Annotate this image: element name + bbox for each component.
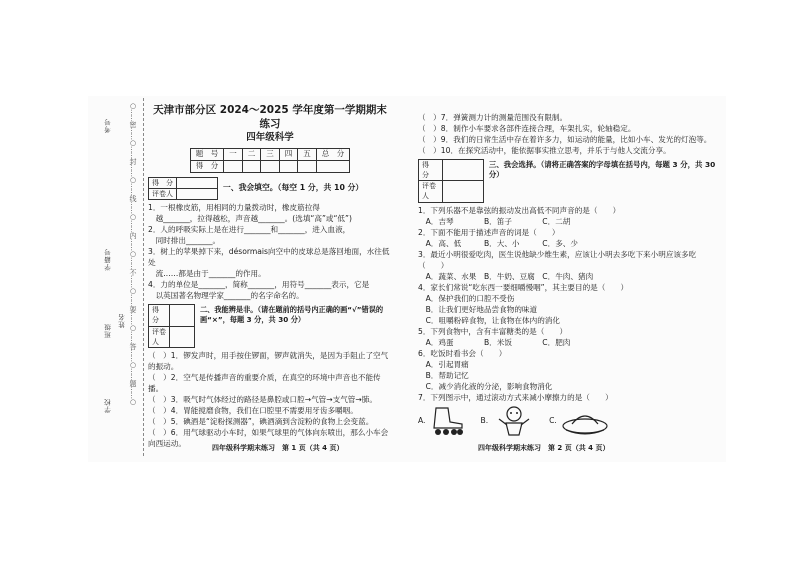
judge-item: （ ）4．胃能搅磨食物，我们在口腔里不需要用牙齿多嚼咽。 — [148, 405, 358, 415]
page-two — [418, 112, 718, 437]
judge-item: （ ）1．锣发声时，用手按住锣面，锣声就消失，是因为手阻止了空气的振动。 — [148, 350, 389, 371]
score-header-row — [190, 149, 350, 161]
section3-title: 三、我会选择。（请将正确答案的字母填在括号内，每题 3 分，共 30 分） — [488, 160, 716, 179]
section1-title: 一、我会填空。（每空 1 分，共 10 分） — [223, 183, 364, 193]
choice-line: 6．吃饭时看书会（ ） — [418, 348, 507, 358]
choice-line: A．高、低 B．大、小 C．多、少 — [418, 238, 578, 248]
choice-line: 1．下列乐器不是靠弦的振动发出高低不同声音的是（ ） — [418, 205, 621, 215]
grader-box — [418, 159, 484, 203]
q7-option-b[interactable] — [480, 405, 537, 437]
grader-label: 评卷人 — [149, 326, 170, 347]
score-header-cell: 五 — [298, 149, 317, 161]
judge-item: （ ）8．制作小车要求各部件连接合理，车架扎实，轮轴稳定。 — [418, 124, 636, 133]
choice-line: 5．下列食物中，含有丰富糖类的是（ ） — [418, 326, 568, 336]
choice-line: 4．家长们常说“吃东西一要细嚼慢咽”，其主要目的是（ ） — [418, 282, 629, 292]
score-header-cell: 三 — [261, 149, 280, 161]
choice-line: A．引起胃痛 — [418, 359, 469, 369]
score-table — [190, 148, 351, 173]
grader-label: 得 分 — [149, 305, 170, 326]
grader-score-cell[interactable] — [170, 305, 195, 326]
school-label: 学校 — [104, 398, 112, 413]
judge-item: （ ）3．吸气时气体经过的路径是鼻腔或口腔→气管→支气管→肺。 — [148, 394, 377, 404]
fill-line: 2．人的呼吸实际上是在进行_______和_______，进入血液， — [148, 225, 351, 235]
score-cell[interactable] — [279, 161, 298, 173]
fill-line: 同时排出_______。 — [148, 236, 221, 246]
student-number-label: 学籍号 — [104, 248, 112, 271]
fill-line: 流……都是由于_______的作用。 — [148, 269, 266, 279]
section1-header — [148, 177, 392, 200]
exam-subtitle: 四年级科学 — [246, 132, 294, 144]
judge-item: （ ）10．在探究活动中，能依据事实推立思考，并乐于与他人交流分享。 — [418, 146, 671, 155]
score-cell[interactable] — [224, 161, 243, 173]
choice-line: B．让我们更好地品尝食物的味道 — [418, 304, 538, 314]
score-row — [190, 161, 350, 173]
judge-item: （ ）7．弹簧测力计的测量范围没有限制。 — [418, 113, 568, 122]
fill-line: 4．力的单位是_______，简称_______，用符号_______表示，它是 — [148, 280, 370, 290]
binding-sidebar — [95, 98, 144, 456]
q7-option-c[interactable] — [549, 406, 610, 436]
cartoon-character-icon — [491, 405, 537, 437]
name-label: 姓名 — [118, 313, 126, 328]
score-row-label: 得 分 — [190, 161, 224, 173]
page2-footer: 四年级科学期末练习 第 2 页（共 4 页） — [478, 444, 610, 452]
grader-box — [148, 304, 195, 348]
option-letter: C. — [549, 416, 557, 426]
grader-label: 得 分 — [149, 178, 177, 189]
page-one — [148, 104, 392, 449]
grader-label: 评卷人 — [149, 189, 177, 200]
page1-footer: 四年级科学期末练习 第 1 页（共 4 页） — [212, 444, 344, 452]
choice-line: 7．下列图示中，通过滚动方式来减小摩擦力的是（ ） — [418, 392, 613, 402]
choice-line: A．鸡蛋 B．米饭 C．肥肉 — [418, 337, 571, 347]
score-cell[interactable] — [316, 161, 350, 173]
judge-item: （ ）6．用气球驱动小车时，如果气球里的气体向东喷出，那么小车会向西运动。 — [148, 427, 389, 448]
choice-line: 2．下面不能用于描述声音的词是（ ） — [418, 227, 560, 237]
fill-line: 越_______，拉得越松，声音越_______。(选填“高”或“低”) — [148, 214, 352, 224]
fill-line: 1．一根橡皮筋，用相同的力量拨动时，橡皮筋拉得 — [148, 203, 320, 213]
fill-line: 3．树上的苹果掉下来，désormais向空中的皮球总是落回地面，水往低处 — [148, 247, 390, 268]
option-letter: B. — [480, 416, 489, 426]
roller-skate-icon — [428, 406, 468, 436]
q7-option-a[interactable] — [418, 406, 468, 436]
judge-item: （ ）9．我们的日常生活中存在着许多力，如运动的能量，比如小车、发光的灯泡等。 — [418, 135, 712, 144]
score-cell[interactable] — [261, 161, 280, 173]
choice-line: A．保护我们的口腔不受伤 — [418, 293, 515, 303]
q7-images — [418, 405, 718, 437]
score-header-cell: 二 — [242, 149, 261, 161]
score-header-cell: 一 — [224, 149, 243, 161]
grader-name-cell[interactable] — [170, 326, 195, 347]
exam-number-label: 考号 — [104, 118, 112, 133]
section2-header — [148, 304, 392, 348]
option-letter: A. — [418, 416, 426, 426]
choice-line: C．咀嚼粉碎食物，让食物在体内的消化 — [418, 315, 560, 325]
score-header-cell: 总 分 — [316, 149, 350, 161]
class-label: 班级 — [104, 323, 112, 338]
grader-label: 评卷人 — [419, 181, 443, 202]
score-cell[interactable] — [298, 161, 317, 173]
grader-score-cell[interactable] — [442, 160, 483, 181]
seal-line-text: ○……密……○……封……○……线……○……内……○……不……○……要……○……答……○……题……○ — [129, 102, 137, 405]
judge-item: （ ）5．碘酒是“淀粉探测器”，碘酒滴到含淀粉的食物上会变蓝。 — [148, 416, 374, 426]
grader-name-cell[interactable] — [177, 189, 218, 200]
choice-line: 3．最近小明很爱吃肉，医生说他缺少维生素，应该让小明去多吃下来小明应该多吃（ ） — [418, 249, 697, 270]
choice-line: B．帮助记忆 — [418, 370, 469, 380]
grader-label: 得 分 — [419, 160, 443, 181]
section3-header — [418, 159, 718, 203]
section2-title: 二、我能辨是非。（请在题前的括号内正确的画“√”错误的画“×”，每题 3 分，共 30 分） — [199, 305, 384, 325]
fill-line: 以英国著名物理学家_______的名字命名的。 — [148, 291, 304, 301]
grader-score-cell[interactable] — [177, 178, 218, 189]
score-cell[interactable] — [242, 161, 261, 173]
grader-name-cell[interactable] — [442, 181, 483, 202]
score-header-cell: 题 号 — [190, 149, 224, 161]
grader-box — [148, 177, 218, 200]
choice-line: C．减少消化液的分泌，影响食物消化 — [418, 381, 553, 391]
judge-item: （ ）2．空气是传播声音的重要介质，在真空的环境中声音也不能传播。 — [148, 372, 381, 393]
hovercraft-icon — [560, 406, 610, 436]
exam-title: 天津市部分区 2024～2025 学年度第一学期期末练习 — [153, 104, 387, 130]
choice-line: A．蔬菜、水果 B．牛奶、豆腐 C．牛肉、猪肉 — [418, 271, 594, 281]
score-header-cell: 四 — [279, 149, 298, 161]
choice-line: A．吉琴 B．笛子 C．二胡 — [418, 216, 571, 226]
